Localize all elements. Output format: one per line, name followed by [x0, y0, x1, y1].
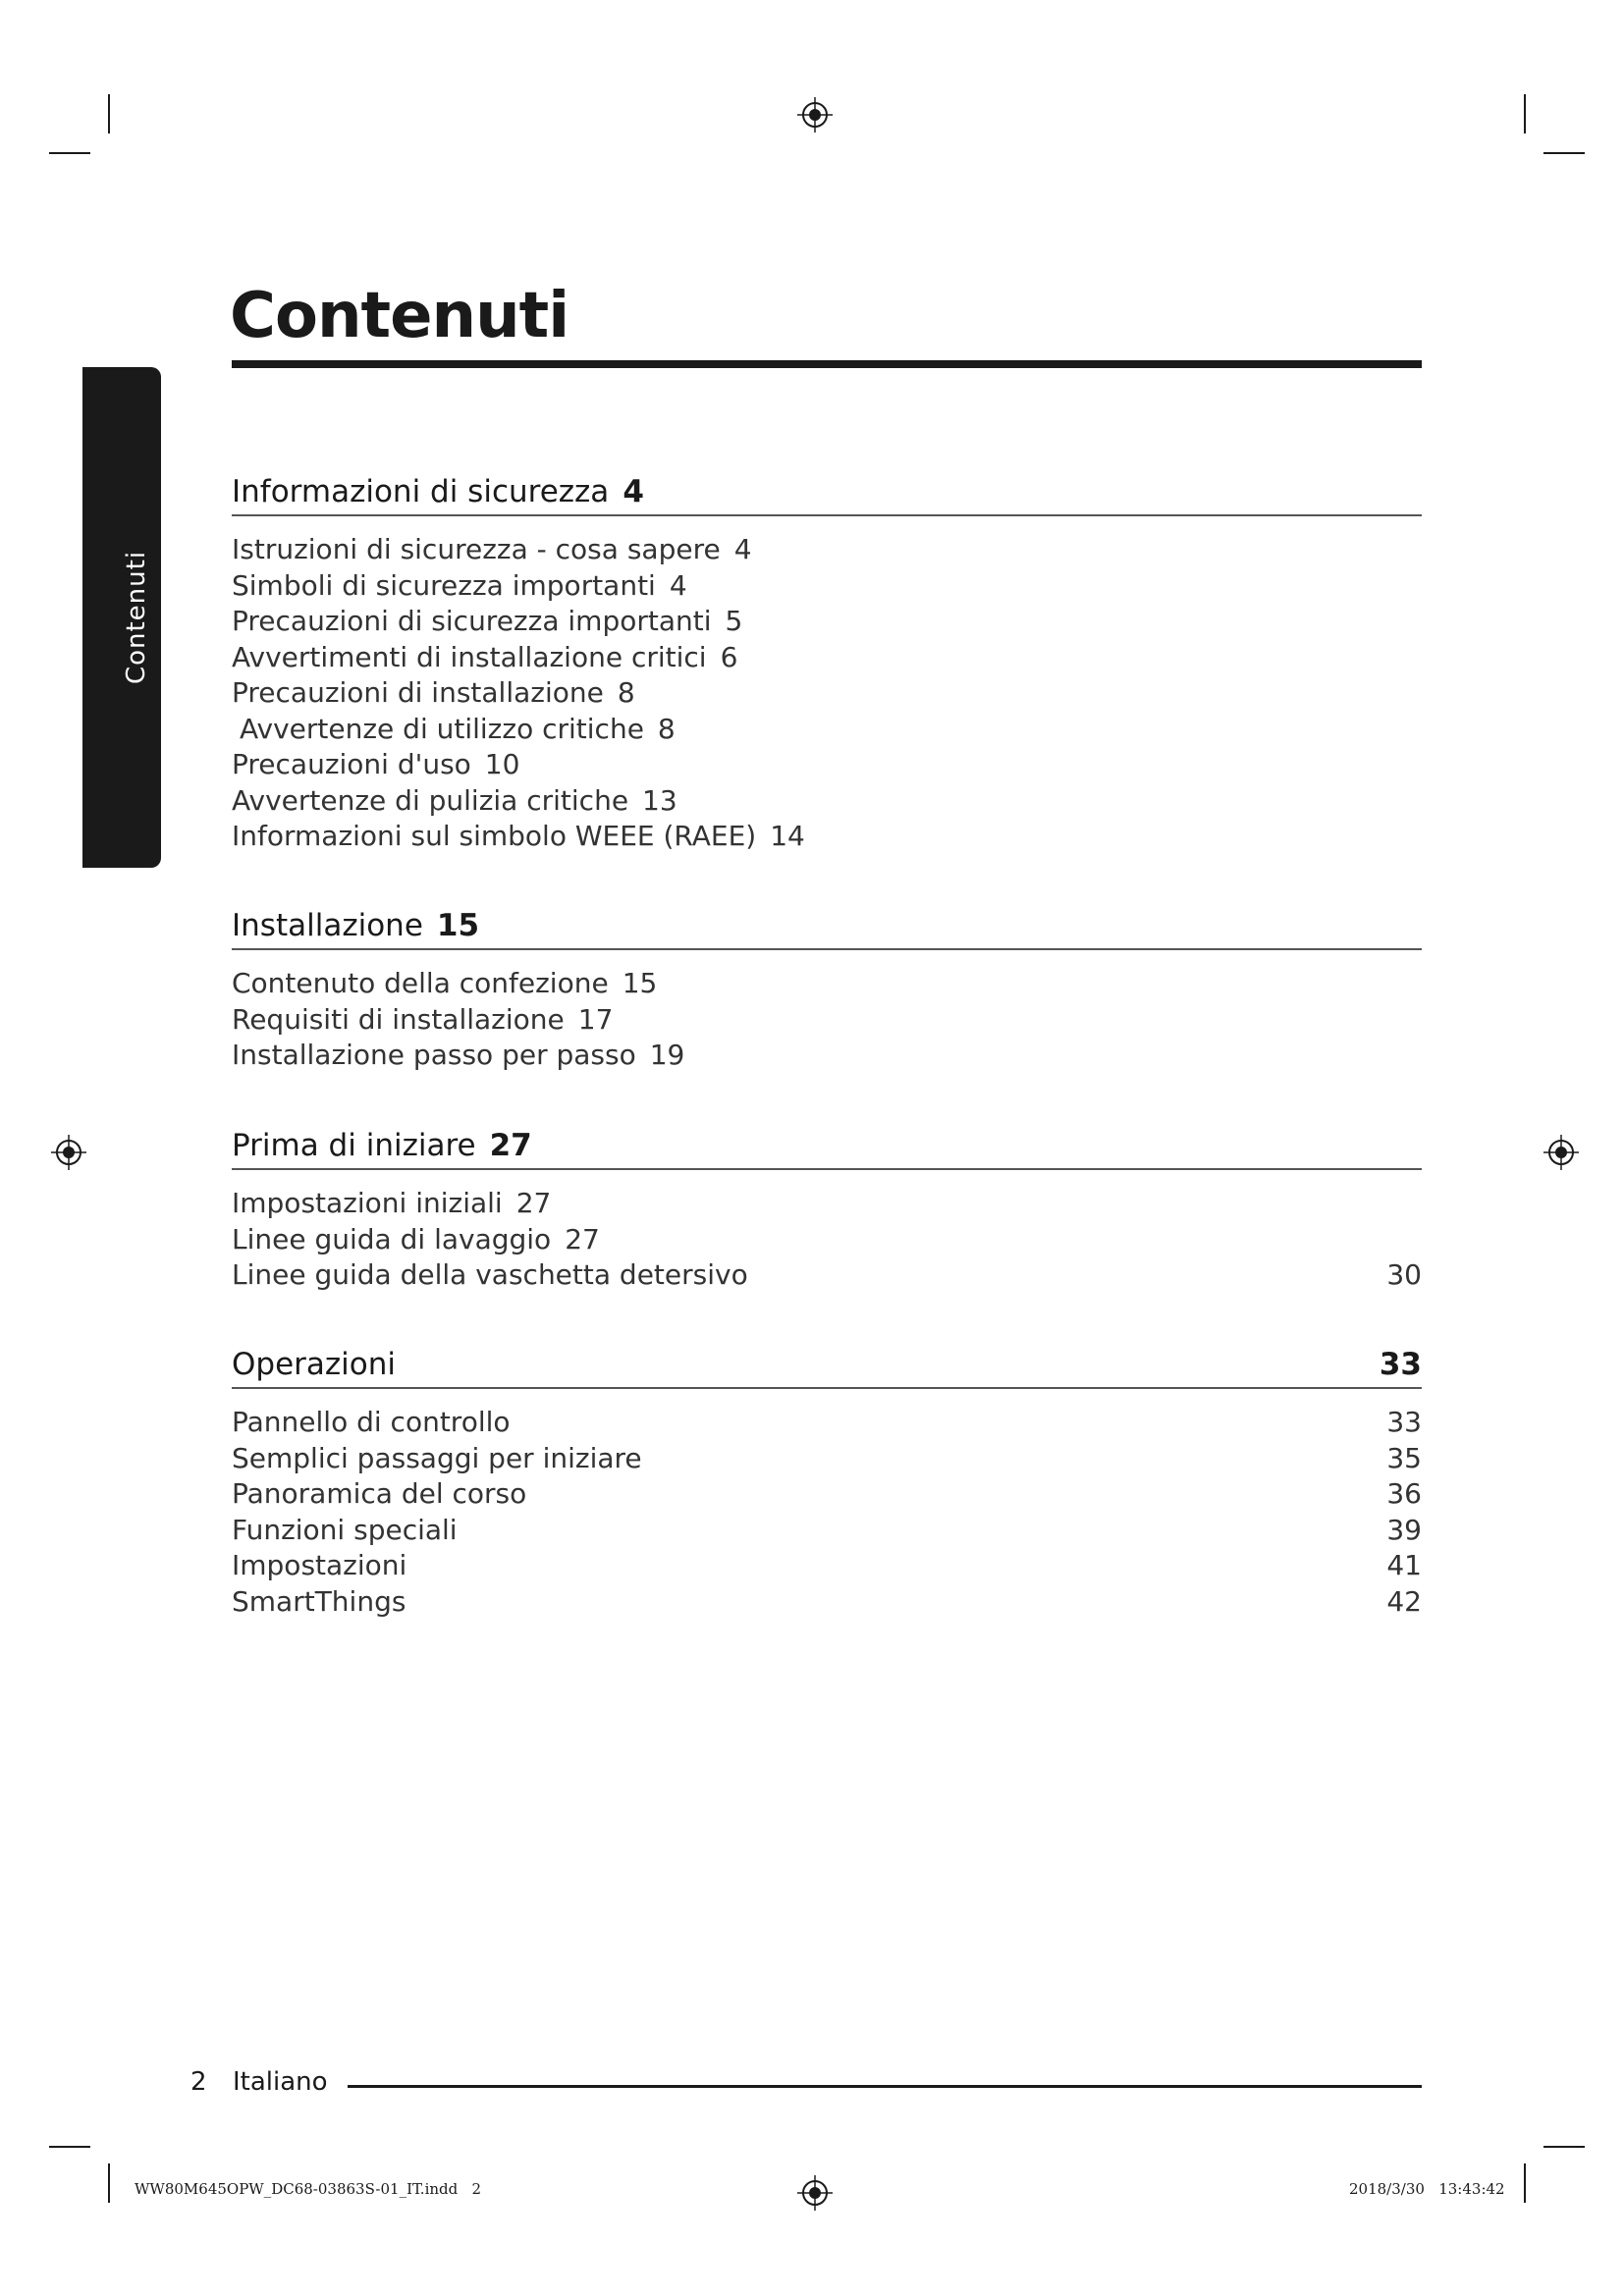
toc-entry-page: 19 — [649, 1039, 685, 1071]
toc-entry-page: 4 — [733, 533, 752, 565]
toc-entry-label: Istruzioni di sicurezza - cosa sapere — [232, 533, 721, 565]
toc-entry-label: Linee guida della vaschetta detersivo — [232, 1258, 748, 1291]
toc-entry[interactable] — [232, 1441, 1422, 1477]
toc-entry-page: 6 — [720, 640, 738, 673]
toc-entry[interactable] — [232, 1222, 1422, 1258]
toc-entry-label: Precauzioni di sicurezza importanti — [232, 605, 712, 637]
section-heading[interactable] — [232, 903, 1422, 950]
toc-entry[interactable] — [232, 1476, 1422, 1513]
toc-entry-page: 33 — [1386, 1406, 1422, 1438]
crop-mark — [49, 152, 90, 154]
section-page-number: 27 — [489, 1128, 532, 1163]
toc-entry-page: 14 — [770, 820, 805, 852]
toc-entry-label: Linee guida di lavaggio — [232, 1222, 552, 1255]
toc-entry-label: Funzioni speciali — [232, 1513, 458, 1546]
toc-entry[interactable] — [232, 1186, 1422, 1222]
toc-entry-label: Semplici passaggi per iniziare — [232, 1441, 642, 1474]
toc-entry-page: 41 — [1386, 1549, 1422, 1581]
section-heading[interactable] — [232, 1342, 1422, 1389]
toc-entry[interactable] — [232, 966, 1422, 1002]
toc-entry[interactable] — [232, 1584, 1422, 1621]
toc-entry-page: 39 — [1386, 1513, 1422, 1546]
toc-section-installation — [232, 903, 1422, 1074]
crop-mark — [1524, 2163, 1526, 2203]
section-heading[interactable] — [232, 469, 1422, 516]
toc-entry-label: Avvertenze di pulizia critiche — [232, 783, 629, 817]
toc-entry-label: SmartThings — [232, 1584, 406, 1618]
section-page-number: 33 — [1379, 1347, 1422, 1382]
toc-entry-page: 36 — [1386, 1477, 1422, 1510]
toc-entry[interactable] — [232, 1405, 1422, 1441]
title-rule — [232, 360, 1422, 368]
toc-section-before-starting — [232, 1123, 1422, 1294]
section-heading[interactable] — [232, 1123, 1422, 1170]
toc-entry[interactable] — [232, 675, 1422, 712]
registration-mark-icon — [797, 2175, 833, 2211]
toc-entry-label: Precauzioni d'uso — [232, 748, 471, 780]
toc-entry-page: 17 — [577, 1002, 614, 1036]
section-page-number: 15 — [436, 908, 480, 943]
toc-entry-page: 5 — [725, 605, 743, 637]
section-title: Prima di iniziare — [232, 1128, 476, 1163]
toc-entry-label: Contenuto della confezione — [232, 967, 609, 999]
crop-mark — [1524, 94, 1526, 133]
toc-entry[interactable] — [232, 747, 1422, 783]
toc-entry-page: 13 — [642, 783, 677, 817]
crop-mark — [1543, 152, 1585, 154]
toc-entry[interactable] — [232, 1513, 1422, 1549]
crop-mark — [108, 94, 110, 133]
section-page-number: 4 — [623, 474, 644, 509]
toc-entry-page: 27 — [515, 1187, 552, 1219]
toc-entry[interactable] — [232, 819, 1422, 855]
toc-entry-page: 15 — [622, 967, 658, 999]
toc-entry-label: Impostazioni — [232, 1549, 407, 1581]
toc-entry-label: Pannello di controllo — [232, 1406, 511, 1438]
toc-entry[interactable] — [232, 604, 1422, 640]
toc-entry-label: Panoramica del corso — [232, 1477, 527, 1510]
toc-entry-page: 27 — [565, 1222, 600, 1255]
toc-entry[interactable] — [232, 1002, 1422, 1039]
toc-section-operations — [232, 1342, 1422, 1620]
toc-entry[interactable] — [232, 1548, 1422, 1584]
toc-entry-label: Impostazioni iniziali — [232, 1187, 503, 1219]
toc-entry-page: 42 — [1386, 1584, 1422, 1618]
toc-entry[interactable] — [232, 712, 1422, 748]
section-title: Operazioni — [232, 1347, 397, 1382]
crop-mark — [108, 2163, 110, 2203]
registration-mark-icon — [797, 97, 833, 133]
crop-mark — [1543, 2146, 1585, 2148]
toc-entry-label: Requisiti di installazione — [232, 1002, 565, 1036]
slug-filename: WW80M645OPW_DC68-03863S-01_IT.indd 2 — [135, 2180, 482, 2198]
toc-entry-page: 35 — [1386, 1441, 1422, 1474]
toc-entry[interactable] — [232, 640, 1422, 676]
toc-entry-page: 4 — [669, 568, 687, 602]
registration-mark-icon — [51, 1135, 86, 1170]
toc-entry-label: Precauzioni di installazione — [232, 676, 604, 709]
toc-entry-page: 8 — [617, 676, 635, 709]
footer-rule — [348, 2085, 1422, 2088]
toc-entry-label: Simboli di sicurezza importanti — [232, 568, 656, 602]
toc-entry[interactable] — [232, 783, 1422, 820]
crop-mark — [49, 2146, 90, 2148]
side-tab-label: Contenuti — [122, 550, 151, 685]
toc-entry-page: 8 — [657, 712, 676, 745]
toc-entry[interactable] — [232, 1038, 1422, 1074]
footer-page-number: 2 — [190, 2067, 207, 2097]
slug-timestamp: 2018/3/30 13:43:42 — [1349, 2180, 1505, 2198]
section-title: Installazione — [232, 908, 423, 943]
toc-entry-label: Informazioni sul simbolo WEEE (RAEE) — [232, 820, 757, 852]
registration-mark-icon — [1543, 1135, 1579, 1170]
toc-entry[interactable] — [232, 1257, 1422, 1294]
toc-entry-page: 30 — [1386, 1258, 1422, 1291]
toc-entry[interactable] — [232, 568, 1422, 605]
toc-entry-label: Avvertenze di utilizzo critiche — [240, 712, 644, 745]
page-title: Contenuti — [230, 280, 569, 352]
toc-entry[interactable] — [232, 532, 1422, 568]
section-title: Informazioni di sicurezza — [232, 474, 610, 509]
toc-entry-label: Avvertimenti di installazione critici — [232, 640, 707, 673]
toc-entry-page: 10 — [484, 748, 520, 780]
footer-language: Italiano — [233, 2067, 328, 2097]
toc-entry-label: Installazione passo per passo — [232, 1039, 636, 1071]
toc-section-safety — [232, 469, 1422, 855]
